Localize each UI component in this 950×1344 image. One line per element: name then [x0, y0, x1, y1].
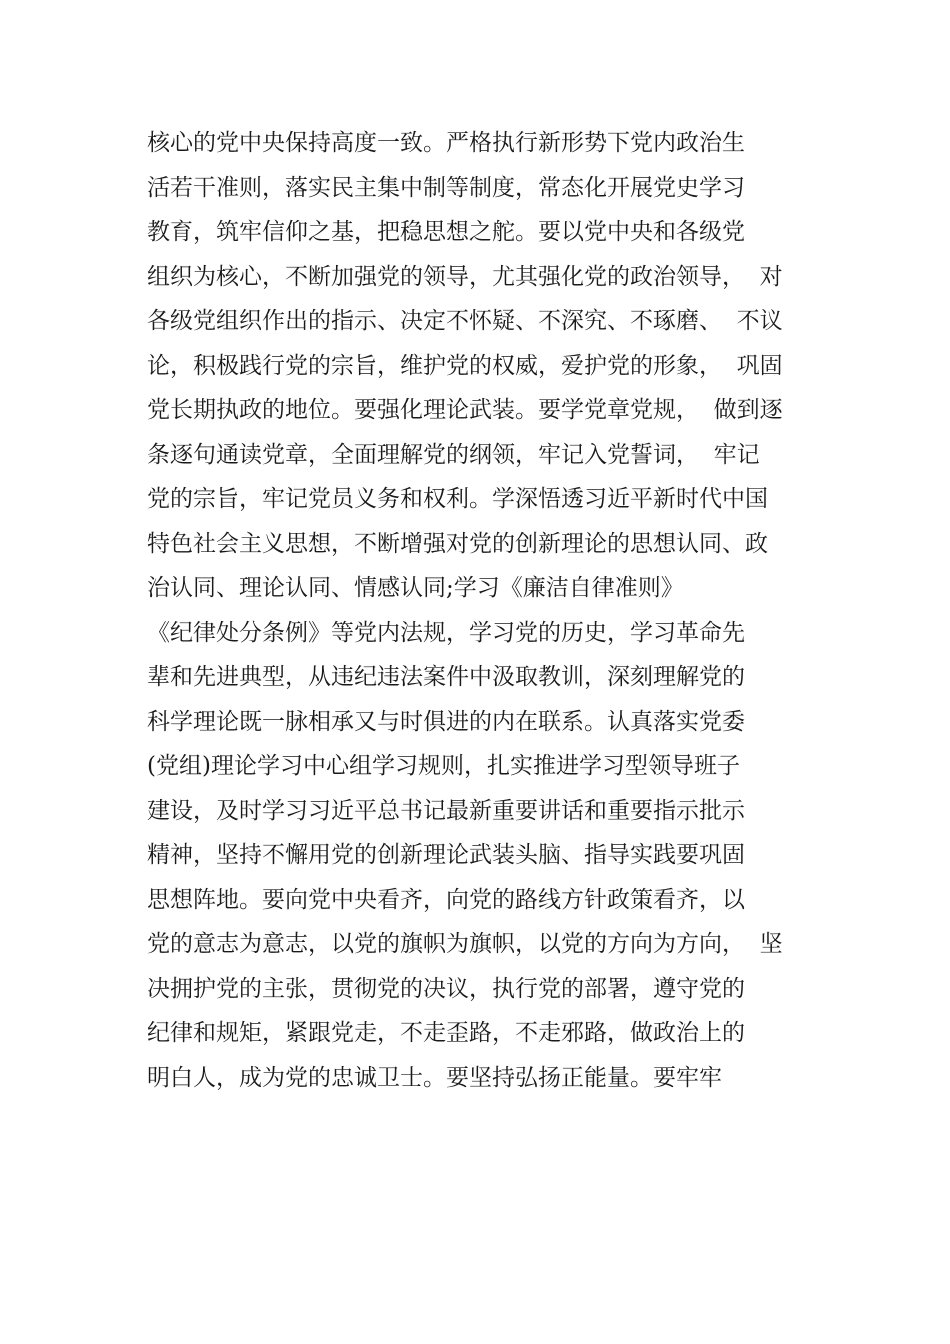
text-line: 明白人，成为党的忠诚卫士。要坚持弘扬正能量。要牢牢 [147, 1064, 722, 1091]
text-line: 《纪律处分条例》等党内法规，学习党的历史，学习革命先 [147, 619, 745, 646]
body-text [147, 121, 837, 1100]
text-line: 活若干准则，落实民主集中制等制度，常态化开展党史学习 [147, 174, 745, 201]
text-line: 核心的党中央保持高度一致。严格执行新形势下党内政治生 [147, 130, 745, 156]
text-line: 精神，坚持不懈用党的创新理论武装头脑、指导实践要巩固 [147, 842, 745, 868]
text-line: 教育，筑牢信仰之基，把稳思想之舵。要以党中央和各级党 [147, 219, 745, 245]
text-line: 建设，及时学习习近平总书记最新重要讲话和重要指示批示 [147, 797, 745, 824]
text-line: 党的意志为意志，以党的旗帜为旗帜，以党的方向为方向， 坚 [147, 931, 783, 957]
text-line: 纪律和规矩，紧跟党走，不走歪路，不走邪路，做政治上的 [147, 1020, 745, 1046]
text-line: 特色社会主义思想，不断增强对党的创新理论的思想认同、政 [147, 530, 768, 557]
text-line: 论，积极践行党的宗旨，维护党的权威，爱护党的形象， 巩固 [147, 352, 783, 379]
text-line: 条逐句通读党章，全面理解党的纲领，牢记入党誓词， 牢记 [147, 441, 760, 468]
text-line: (党组)理论学习中心组学习规则，扎实推进学习型领导班子 [147, 753, 740, 779]
text-line: 决拥护党的主张，贯彻党的决议，执行党的部署，遵守党的 [147, 975, 745, 1002]
text-line: 治认同、理论认同、情感认同;学习《廉洁自律准则》 [147, 575, 684, 601]
text-line: 组织为核心，不断加强党的领导，尤其强化党的政治领导， 对 [147, 263, 783, 290]
text-line: 思想阵地。要向党中央看齐，向党的路线方针政策看齐，以 [147, 886, 745, 913]
text-line: 党长期执政的地位。要强化理论武装。要学党章党规， 做到逐 [147, 397, 783, 423]
text-line: 党的宗旨，牢记党员义务和权利。学深悟透习近平新时代中国 [147, 486, 768, 512]
text-line: 辈和先进典型，从违纪违法案件中汲取教训，深刻理解党的 [147, 664, 745, 690]
text-line: 科学理论既一脉相承又与时俱进的内在联系。认真落实党委 [147, 708, 745, 735]
text-line: 各级党组织作出的指示、决定不怀疑、不深究、不琢磨、 不议 [147, 308, 783, 334]
